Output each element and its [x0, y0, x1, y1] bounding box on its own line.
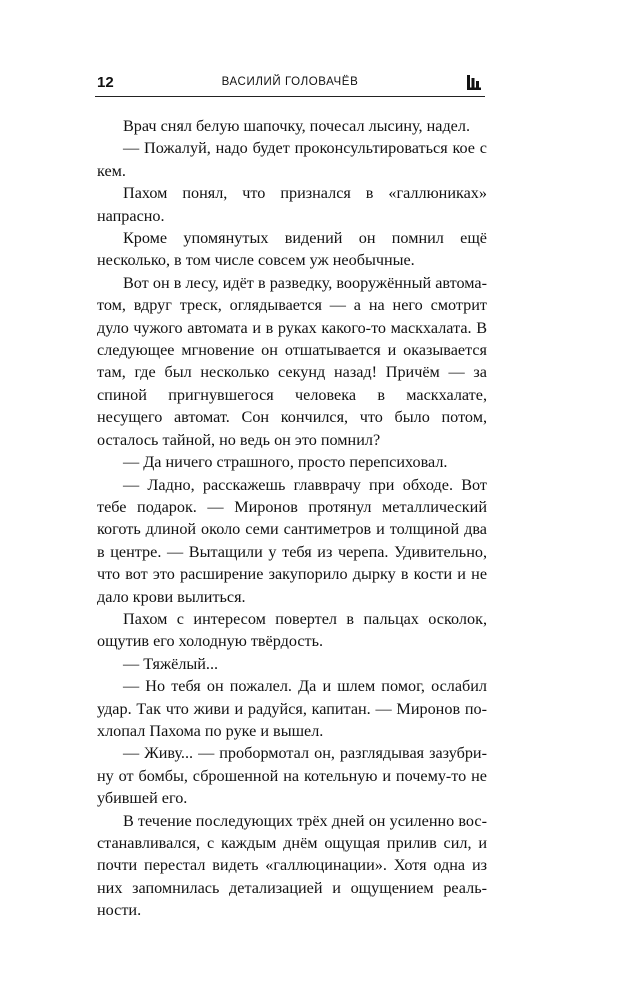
page-body — [97, 115, 487, 922]
paragraph: Врач снял белую шапочку, почесал лысину, надел. — [123, 117, 470, 135]
publisher-logo-icon — [467, 75, 481, 90]
paragraph: Вот он в лесу, идёт в разведку, вооружённый автоматом, вдруг треск, оглядывается — а на него смотрит дуло чужого автомата и в руках какого-то маскхалата. В следующее мгновение он отшатывается и оказывается там, где был несколько секунд назад! Причём — за спиной пригнувшегося человека в маскхалате, несущего автомат. Сон кончился, что было потом, осталось тайной, но ведь он это помнил? — [97, 273, 487, 449]
paragraph: — Пожалуй, надо будет проконсультироваться кое с кем. — [97, 139, 487, 180]
paragraph: Пахом понял, что признался в «галлюниках» напрасно. — [97, 184, 487, 225]
paragraph: — Но тебя он пожалел. Да и шлем помог, ослабил удар. Так что живи и радуйся, капитан. — Миронов похлопал Пахома по руке и вышел. — [97, 677, 487, 740]
paragraph: В течение последующих трёх дней он усиленно восстанавливался, с каждым днём ощущая прилив сил, и почти перестал видеть «галлюцинации». Хотя одна из них запомнилась детализацией и ощущением реальности. — [97, 811, 487, 920]
paragraph: Пахом с интересом повертел в пальцах осколок, ощутив его холодную твёрдость. — [97, 609, 487, 651]
paragraph: — Тяжёлый... — [123, 654, 219, 673]
paragraph: — Живу... — пробормотал он, разглядывая зазубрину от бомбы, сброшенной на котельную и почему-то не убившей его. — [97, 744, 487, 808]
page-number: 12 — [97, 74, 114, 91]
running-head-author: ВАСИЛИЙ ГОЛОВАЧЁВ — [221, 76, 359, 88]
paragraph: — Да ничего страшного, просто перепсиховал. — [123, 453, 448, 472]
page-header — [95, 74, 485, 97]
paragraph: Кроме упомянутых видений он помнил ещё несколько, в том числе совсем уж необычные. — [97, 229, 487, 270]
paragraph: — Ладно, расскажешь главврачу при обходе. Вот тебе подарок. — Миронов протянул металлический коготь длиной около семи сантиметров и толщиной два в центре. — Вытащили у тебя из черепа. Удивительно, что вот это расширение закупорило дырку в кости и не дало крови вылиться. — [97, 475, 487, 606]
